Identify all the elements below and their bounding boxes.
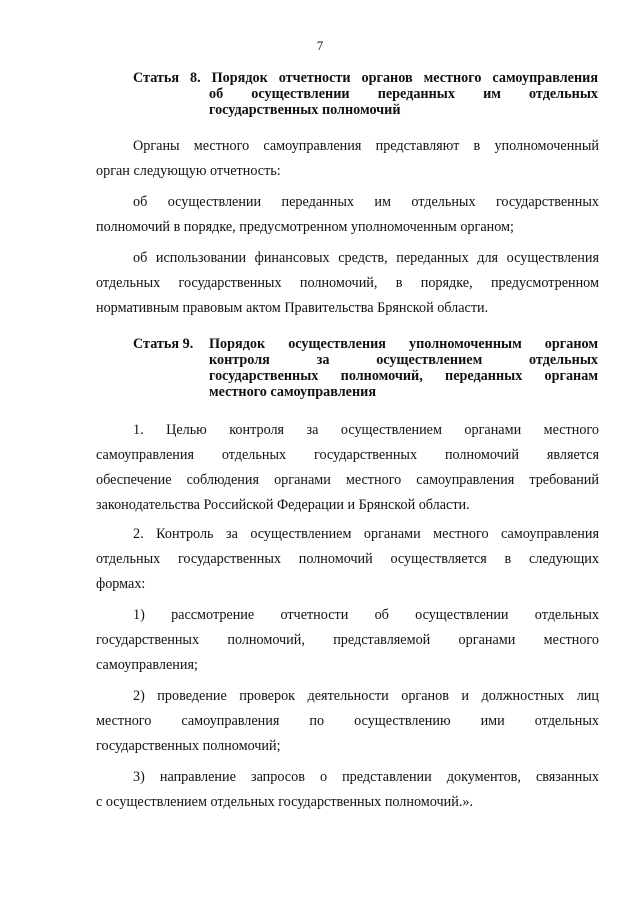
heading-line: государственных полномочий <box>209 102 401 118</box>
text-line: местного самоуправления по осуществлению ими отдельных <box>96 713 599 729</box>
text-line: с осуществлением отдельных государственных полномочий.». <box>96 794 474 810</box>
text-line: отдельных государственных полномочий осуществляется в следующих <box>96 551 599 567</box>
text-line: орган следующую отчетность: <box>96 163 281 179</box>
text-line: 1) рассмотрение отчетности об осуществлении отдельных <box>133 607 599 623</box>
text-line: Органы местного самоуправления представляют в уполномоченный <box>133 138 599 154</box>
text-line: законодательства Российской Федерации и Брянской области. <box>96 497 470 513</box>
text-line: 2) проведение проверок деятельности органов и должностных лиц <box>133 688 599 704</box>
heading-line: контроля за осуществлением отдельных <box>209 352 598 368</box>
list-item <box>96 603 599 678</box>
heading-line: местного самоуправления <box>209 384 377 400</box>
text-line: государственных полномочий, представляемой органами местного <box>96 632 599 648</box>
text-line: обеспечение соблюдения органами местного самоуправления требований <box>96 472 599 488</box>
text-line: 1. Целью контроля за осуществлением органами местного <box>133 422 599 438</box>
heading-line: государственных полномочий, переданных органам <box>209 368 598 384</box>
text-line: об осуществлении переданных им отдельных государственных <box>133 194 599 210</box>
text-line: отдельных государственных полномочий, в порядке, предусмотренном <box>96 275 599 291</box>
paragraph <box>96 190 599 240</box>
text-line: формах: <box>96 576 146 592</box>
article-9-heading <box>133 336 598 400</box>
text-line: самоуправления; <box>96 657 198 673</box>
heading-line: Статья 8. Порядок отчетности органов местного самоуправления <box>133 70 598 86</box>
article-8-body <box>96 134 599 321</box>
heading-line: Порядок осуществления уполномоченным органом <box>209 336 598 352</box>
text-line: самоуправления отдельных государственных полномочий является <box>96 447 599 463</box>
text-line: 3) направление запросов о представлении документов, связанных <box>133 769 599 785</box>
heading-first-line <box>133 336 598 352</box>
paragraph <box>96 418 599 518</box>
text-line: полномочий в порядке, предусмотренном уполномоченным органом; <box>96 219 514 235</box>
heading-line: об осуществлении переданных им отдельных <box>209 86 598 102</box>
article-8-heading <box>133 70 598 118</box>
paragraph <box>96 522 599 597</box>
text-line: государственных полномочий; <box>96 738 281 754</box>
page-number: 7 <box>316 38 324 53</box>
paragraph <box>96 246 599 321</box>
paragraph <box>96 134 599 184</box>
text-line: нормативным правовым актом Правительства Брянской области. <box>96 300 489 316</box>
list-item <box>96 765 599 815</box>
list-item <box>96 684 599 759</box>
article-9-body <box>96 418 599 815</box>
article-number: Статья 9. <box>133 336 194 352</box>
text-line: об использовании финансовых средств, переданных для осуществления <box>133 250 599 266</box>
text-line: 2. Контроль за осуществлением органами местного самоуправления <box>133 526 599 542</box>
